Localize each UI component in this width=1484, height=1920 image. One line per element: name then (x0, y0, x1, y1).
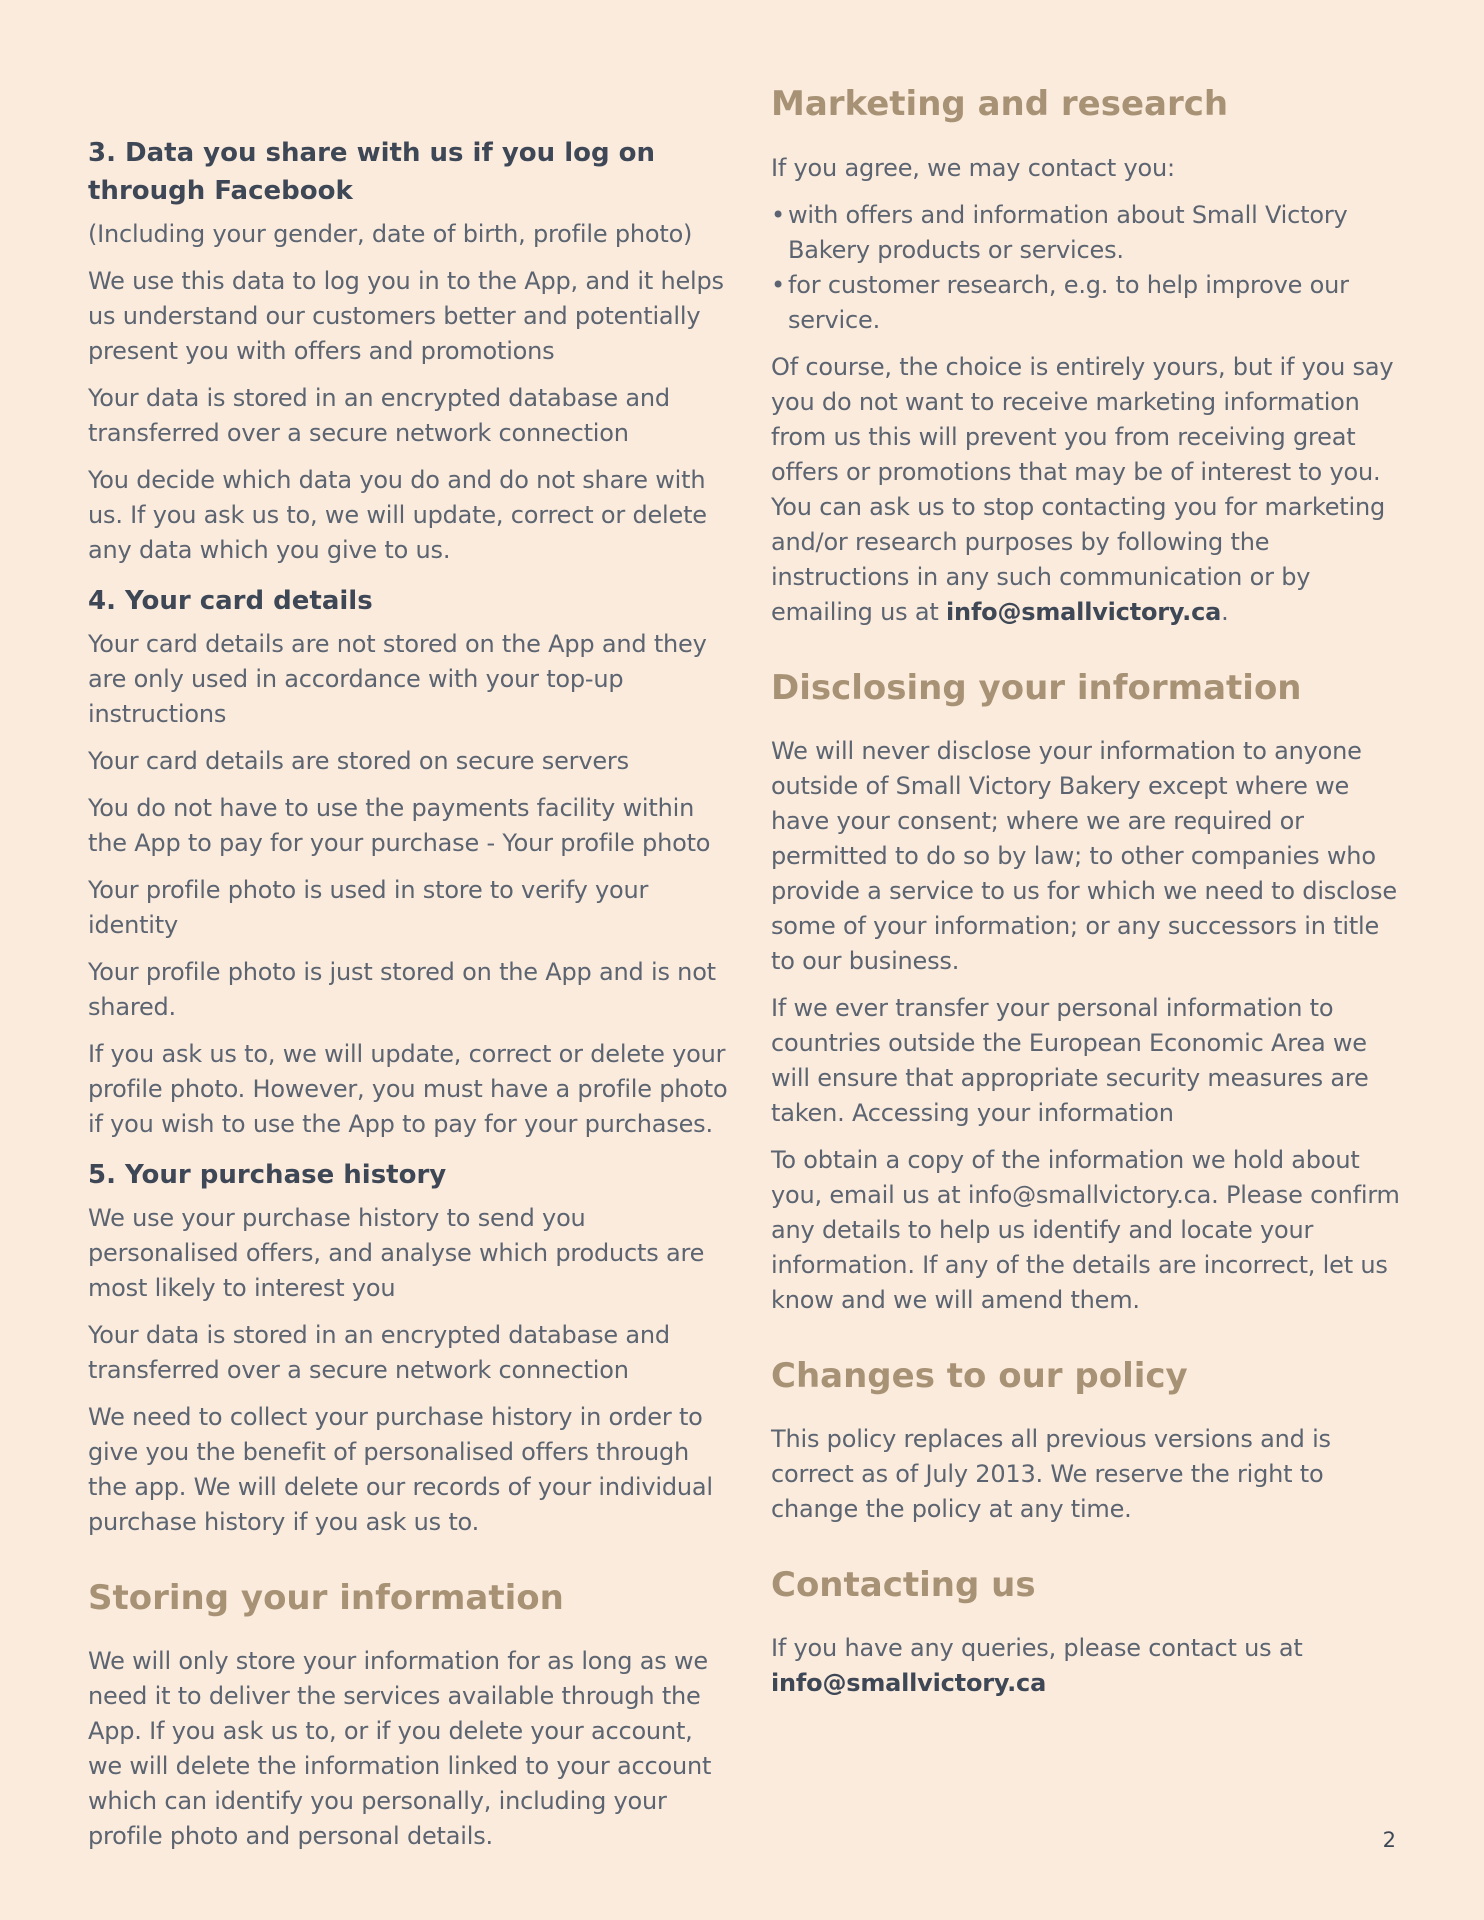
marketing-intro: If you agree, we may contact you: (771, 154, 1175, 182)
section-5-paragraph-2: Your data is stored in an encrypted database and transferred over a secure network connection (88, 1321, 670, 1384)
section-4-paragraph-6: If you ask us to, we will update, correct or delete your profile photo. However, you must have a profile photo if you wish to use the App to pay for your purchases. (88, 1040, 728, 1138)
section-3-paragraph-3: Your data is stored in an encrypted database and transferred over a secure network connection (88, 384, 670, 447)
section-3-paragraph-2: We use this data to log you in to the App, and it helps us understand our customers better and potentially present you with offers and promotions (88, 267, 724, 365)
changes-paragraph-1: This policy replaces all previous versions and is correct as of July 2013. We reserve the right to change the policy at any time. (771, 1425, 1331, 1523)
section-4-paragraph-1: Your card details are not stored on the App and they are only used in accordance with your top-up instructions (88, 630, 707, 728)
section-4-paragraph-4: Your profile photo is used in store to verify your identity (88, 876, 649, 939)
storing-paragraph-1: We will only store your information for as long as we need it to deliver the services available through the App. If you ask us to, or if you delete your account, we will delete the information linked to your account which can identify you personally, including your profile photo and personal details. (88, 1647, 712, 1850)
left-column (88, 0, 728, 1866)
disclosing-paragraph-1: We will never disclose your information to anyone outside of Small Victory Bakery except where we have your consent; where we are required or permitted to do so by law; to other companies who provide a service to us for which we need to disclose some of your information; or any successors in title to our business. (771, 737, 1397, 975)
section-5-heading: 5. Your purchase history (88, 1160, 447, 1190)
storing-heading: Storing your information (88, 1578, 564, 1618)
section-3-heading: 3. Data you share with us if you log on through Facebook (88, 138, 655, 206)
marketing-bullet-list (771, 198, 1407, 338)
changes-heading: Changes to our policy (771, 1356, 1188, 1396)
page-number: 2 (1382, 1828, 1396, 1852)
section-5-paragraph-3: We need to collect your purchase history in order to give you the benefit of personalised offers through the app. We will delete our records of your individual purchase history if you ask us to. (88, 1403, 713, 1536)
marketing-email-link[interactable]: info@smallvictory.ca (946, 598, 1222, 626)
section-4-paragraph-3: You do not have to use the payments facility within the App to pay for your purchase - Your profile photo (88, 794, 711, 857)
section-3-paragraph-1: (Including your gender, date of birth, profile photo) (88, 220, 693, 248)
right-column (771, 0, 1407, 1713)
contact-email-link[interactable]: info@smallvictory.ca (771, 1669, 1047, 1697)
section-4-paragraph-2: Your card details are stored on secure servers (88, 747, 629, 775)
contact-paragraph-1: If you have any queries, please contact us at info@smallvictory.ca (771, 1634, 1303, 1697)
list-item: • for customer research, e.g. to help improve our service. (771, 268, 1407, 338)
disclosing-paragraph-2: If we ever transfer your personal information to countries outside the European Economic Area we will ensure that appropriate security measures are taken. Accessing your information (771, 994, 1369, 1127)
section-4-heading: 4. Your card details (88, 586, 373, 616)
section-3-paragraph-4: You decide which data you do and do not share with us. If you ask us to, we will update, correct or delete any data which you give to us. (88, 466, 707, 564)
section-4-paragraph-5: Your profile photo is just stored on the App and is not shared. (88, 958, 716, 1021)
disclosing-heading: Disclosing your information (771, 668, 1302, 708)
contact-heading: Contacting us (771, 1565, 1036, 1605)
section-5-paragraph-1: We use your purchase history to send you personalised offers, and analyse which products are most likely to interest you (88, 1204, 705, 1302)
marketing-heading: Marketing and research (771, 84, 1229, 124)
disclosing-paragraph-3: To obtain a copy of the information we hold about you, email us at info@smallvictory.ca. Please confirm any details to help us identify and locate your information. If any of the details are incorrect, let us know and we will amend them. (771, 1146, 1400, 1314)
bullet-icon: • (771, 201, 785, 229)
list-item: • with offers and information about Small Victory Bakery products or services. (771, 198, 1407, 268)
bullet-icon: • (771, 271, 785, 299)
marketing-paragraph-1: Of course, the choice is entirely yours, but if you say you do not want to receive marketing information from us this will prevent you from receiving great offers or promotions that may be of interest to you. You can ask us to stop contacting you for marketing and/or research purposes by following the instructions in any such communication or by emailing us at info@smallvictory.ca. (771, 353, 1394, 626)
